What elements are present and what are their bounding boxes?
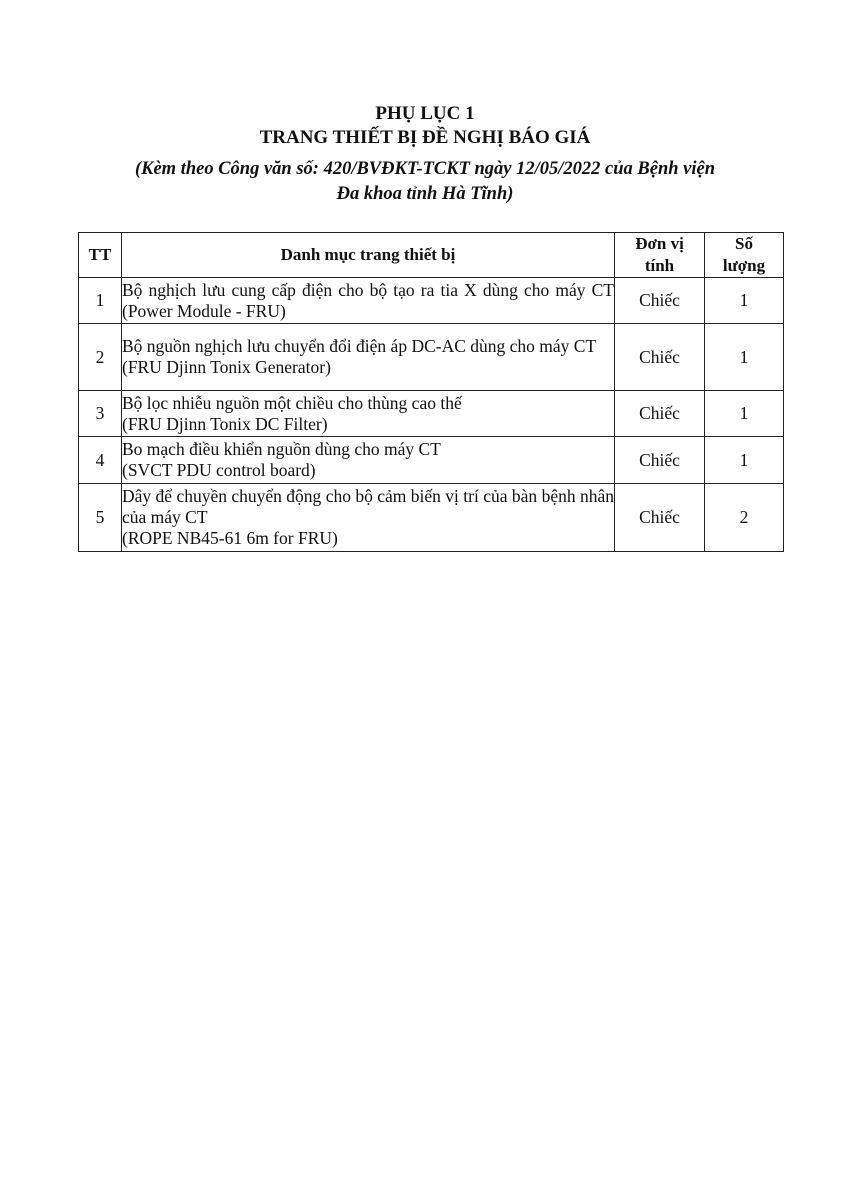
item-name-code: (FRU Djinn Tonix Generator): [122, 357, 331, 377]
reference-note-line-1: (Kèm theo Công văn số: 420/BVĐKT-TCKT ngày 12/05/2022 của Bệnh viện: [134, 159, 716, 179]
header-qty-line-1: Số: [735, 234, 753, 253]
table-row: [79, 484, 784, 552]
item-name-code: (ROPE NB45-61 6m for FRU): [122, 528, 338, 548]
item-name-code: (SVCT PDU control board): [122, 460, 316, 480]
item-quantity: 2: [705, 484, 784, 552]
item-unit: Chiếc: [615, 324, 705, 391]
header-tt: TT: [79, 233, 122, 278]
item-quantity: 1: [705, 391, 784, 437]
item-unit: Chiếc: [615, 391, 705, 437]
table-row: [79, 391, 784, 437]
header-name: Danh mục trang thiết bị: [122, 233, 615, 278]
item-unit: Chiếc: [615, 278, 705, 324]
item-name-line: Bo mạch điều khiển nguồn dùng cho máy CT: [122, 439, 441, 459]
header-unit-line-2: tính: [644, 256, 675, 275]
item-name-code: (FRU Djinn Tonix DC Filter): [122, 413, 328, 434]
item-quantity: 1: [705, 437, 784, 484]
item-name-line: Bộ nguồn nghịch lưu chuyển đổi điện áp DC-AC dùng cho máy CT: [122, 336, 597, 356]
item-unit: Chiếc: [615, 437, 705, 484]
reference-note-line-2: Đa khoa tỉnh Hà Tĩnh): [336, 184, 514, 204]
table-row: [79, 324, 784, 391]
item-name: [122, 437, 615, 484]
table-header-row: [79, 233, 784, 278]
row-number: 3: [79, 391, 122, 437]
row-number: 4: [79, 437, 122, 484]
item-name-line: Dây để chuyền chuyển động cho bộ cảm biến vị trí của bàn bệnh nhân của máy CT: [122, 486, 614, 527]
row-number: 1: [79, 278, 122, 324]
item-quantity: 1: [705, 324, 784, 391]
item-quantity: 1: [705, 278, 784, 324]
item-name-line: Bộ lọc nhiễu nguồn một chiều cho thùng cao thế: [122, 392, 462, 413]
row-number: 5: [79, 484, 122, 552]
header-qty-line-2: lượng: [722, 256, 766, 275]
document-subtitle: TRANG THIẾT BỊ ĐỀ NGHỊ BÁO GIÁ: [259, 127, 591, 148]
equipment-table: [78, 232, 784, 552]
item-name-line: Bộ nghịch lưu cung cấp điện cho bộ tạo ra tia X dùng cho máy CT (Power Module - FRU): [122, 279, 614, 321]
row-number: 2: [79, 324, 122, 391]
table-row: [79, 278, 784, 324]
item-name: [122, 324, 615, 391]
appendix-title: PHỤ LỤC 1: [375, 103, 475, 124]
header-qty: [705, 233, 784, 278]
item-unit: Chiếc: [615, 484, 705, 552]
item-name: [122, 484, 615, 552]
item-name: [122, 278, 615, 324]
header-unit: [615, 233, 705, 278]
item-name: [122, 391, 615, 437]
header-unit-line-1: Đơn vị: [635, 234, 684, 253]
table-row: [79, 437, 784, 484]
